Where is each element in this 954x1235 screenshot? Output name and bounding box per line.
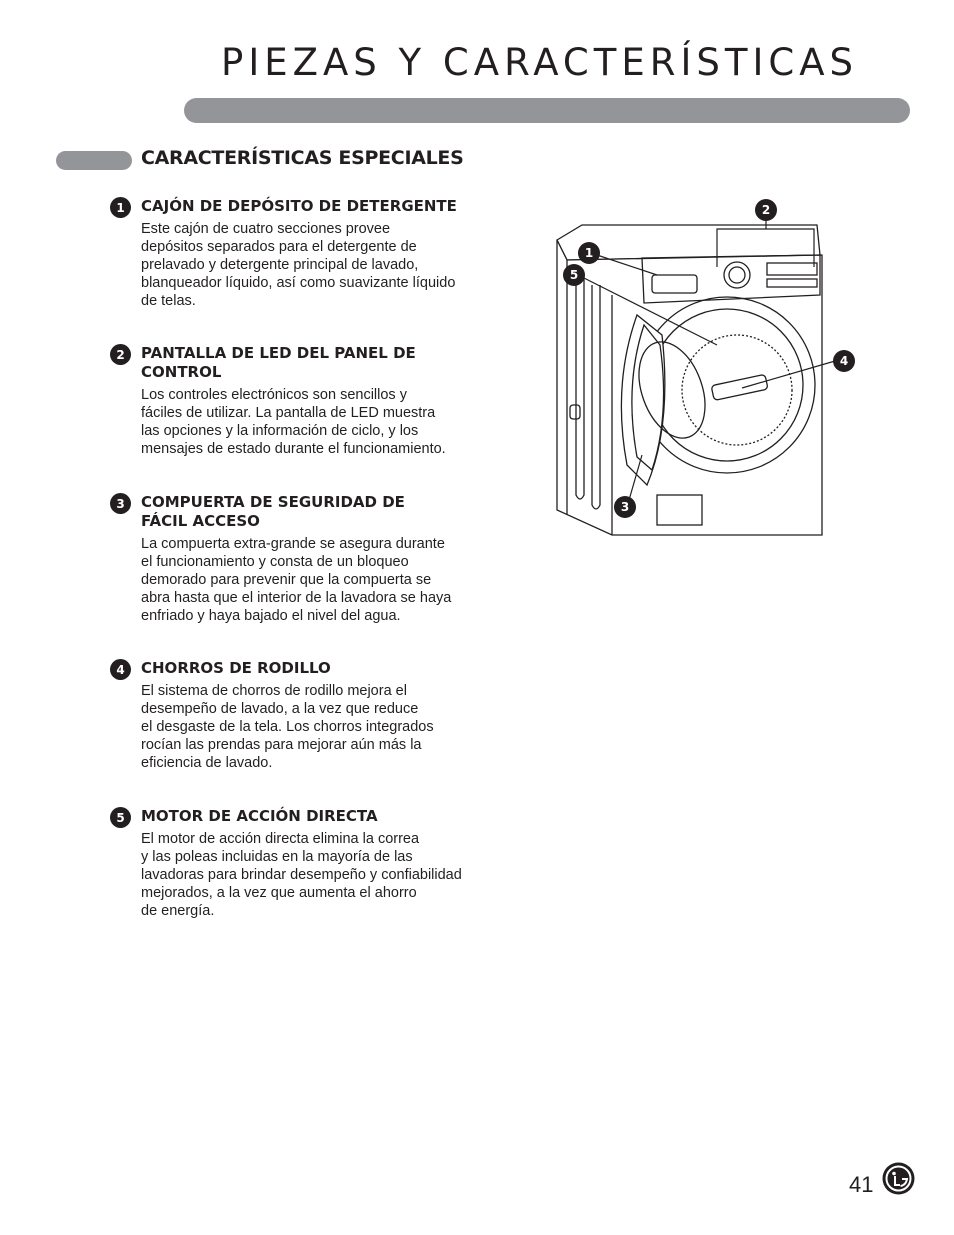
feature-title: MOTOR DE ACCIÓN DIRECTA (141, 807, 378, 825)
feature-safety-door (110, 493, 510, 625)
callout-label-5: 5 (569, 268, 579, 282)
feature-description: Los controles electrónicos son sencillos y fáciles de utilizar. La pantalla de LED muestra las opciones y la información de ciclo, y los mensajes de estado durante el funcionamiento. (141, 387, 446, 457)
feature-direct-drive-motor (110, 807, 510, 920)
lg-logo-icon (882, 1162, 915, 1195)
feature-title: CHORROS DE RODILLO (141, 659, 331, 677)
feature-title: CAJÓN DE DEPÓSITO DE DETERGENTE (141, 197, 457, 215)
page-number: 41 (849, 1172, 874, 1197)
feature-description: Este cajón de cuatro secciones provee depósitos separados para el detergente de prelavado y detergente principal de lavado, blanqueador líquido, así como suavizante líquido de telas. (141, 221, 456, 309)
feature-description: El sistema de chorros de rodillo mejora el desempeño de lavado, a la vez que reduce el desgaste de la tela. Los chorros integrados rocían las prendas para mejorar aún más la eficiencia de lavado. (141, 683, 434, 771)
feature-number-badge: 1 (110, 197, 131, 218)
feature-description: La compuerta extra-grande se asegura durante el funcionamiento y consta de un bloqueo demorado para prevenir que la compuerta se abra hasta que el interior de la lavadora se haya enfriado y haya bajado el nivel del agua. (141, 536, 452, 624)
feature-led-display (110, 344, 510, 458)
feature-roller-jets (110, 659, 510, 772)
page-title: PIEZAS Y CARACTERÍSTICAS (221, 41, 858, 84)
washer-illustration (552, 195, 862, 540)
callout-label-2: 2 (761, 203, 771, 217)
feature-title: COMPUERTA DE SEGURIDAD DE FÁCIL ACCESO (141, 493, 405, 530)
feature-number-badge: 4 (110, 659, 131, 680)
feature-number-badge: 3 (110, 493, 131, 514)
section-pill (56, 151, 132, 170)
callout-label-3: 3 (620, 500, 630, 514)
feature-number-badge: 5 (110, 807, 131, 828)
callout-label-4: 4 (839, 354, 849, 368)
feature-description: El motor de acción directa elimina la correa y las poleas incluidas en la mayoría de las lavadoras para brindar desempeño y confiabilidad mejorados, a la vez que aumenta el ahorro de energía. (141, 831, 462, 919)
feature-number-badge: 2 (110, 344, 131, 365)
section-heading: CARACTERÍSTICAS ESPECIALES (141, 147, 464, 169)
callout-label-1: 1 (584, 246, 594, 260)
feature-title: PANTALLA DE LED DEL PANEL DE CONTROL (141, 344, 416, 381)
title-bar (184, 98, 910, 123)
feature-detergent-drawer (110, 197, 510, 310)
